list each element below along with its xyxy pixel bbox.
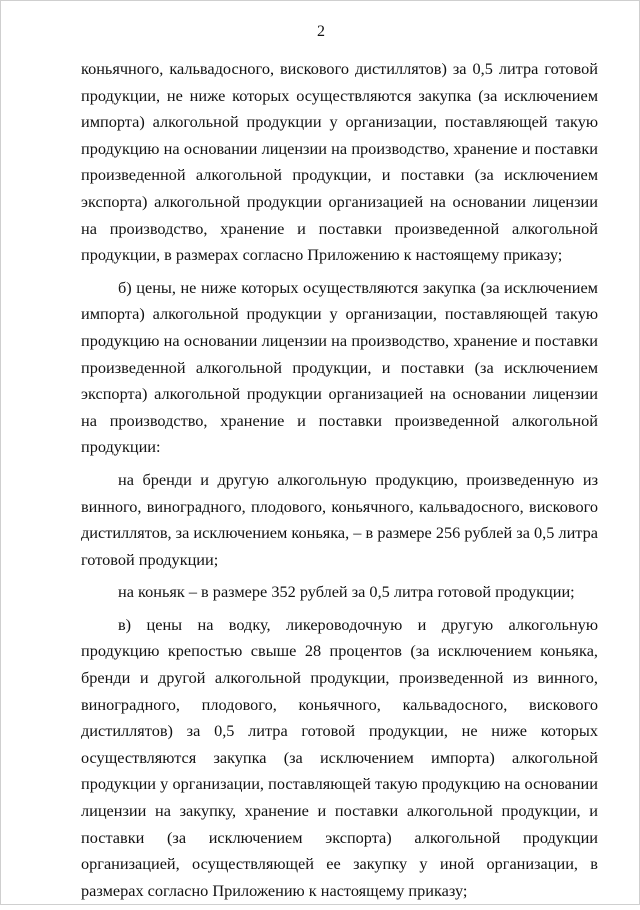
paragraph-cognac: на коньяк – в размере 352 рублей за 0,5 литра готовой продукции; (118, 582, 575, 602)
document-body (81, 56, 598, 910)
paragraph-brandy: на бренди и другую алкогольную продукцию, произведенную из винного, виноградного, плодового, коньячного, кальвадосного, вискового дистиллятов, за исключением коньяка, – в размере 256 рублей за 0,5 литра готовой продукции; (81, 469, 598, 569)
paragraph-b: б) цены, не ниже которых осуществляются закупка (за исключением импорта) алкогольной продукции у организации, поставляющей такую продукцию на основании лицензии на производство, хранение и поставки произведенной алкогольной продукции, и поставки (за исключением экспорта) алкогольной продукции организацией на основании лицензии на производство, хранение и поставки произведенной алкогольной продукции: (81, 277, 598, 457)
page-number: 2 (317, 23, 325, 40)
paragraph-v: в) цены на водку, ликероводочную и другую алкогольную продукцию крепостью свыше 28 процентов (за исключением коньяка, бренди и другой алкогольной продукции, произведенной из винного, виноградного, плодового, коньячного, кальвадосного, вискового дистиллятов) за 0,5 литра готовой продукции, не ниже которых осуществляются закупка (за исключением импорта) алкогольной продукции у организации, поставляющей такую продукцию на основании лицензии на закупку, хранение и поставки алкогольной продукции, и поставки (за исключением экспорта) алкогольной продукции организацией, осуществляющей ее закупку у иной организации, в размерах согласно Приложению к настоящему приказу; (81, 614, 598, 900)
paragraph-continuation: коньячного, кальвадосного, вискового дистиллятов) за 0,5 литра готовой продукции, не ниже которых осуществляются закупка (за исключением импорта) алкогольной продукции у организации, поставляющей такую продукцию на основании лицензии на производство, хранение и поставки произведенной алкогольной продукции, и поставки (за исключением экспорта) алкогольной продукции организацией на основании лицензии на производство, хранение и поставки произведенной алкогольной продукции, в размерах согласно Приложению к настоящему приказу; (81, 59, 598, 265)
